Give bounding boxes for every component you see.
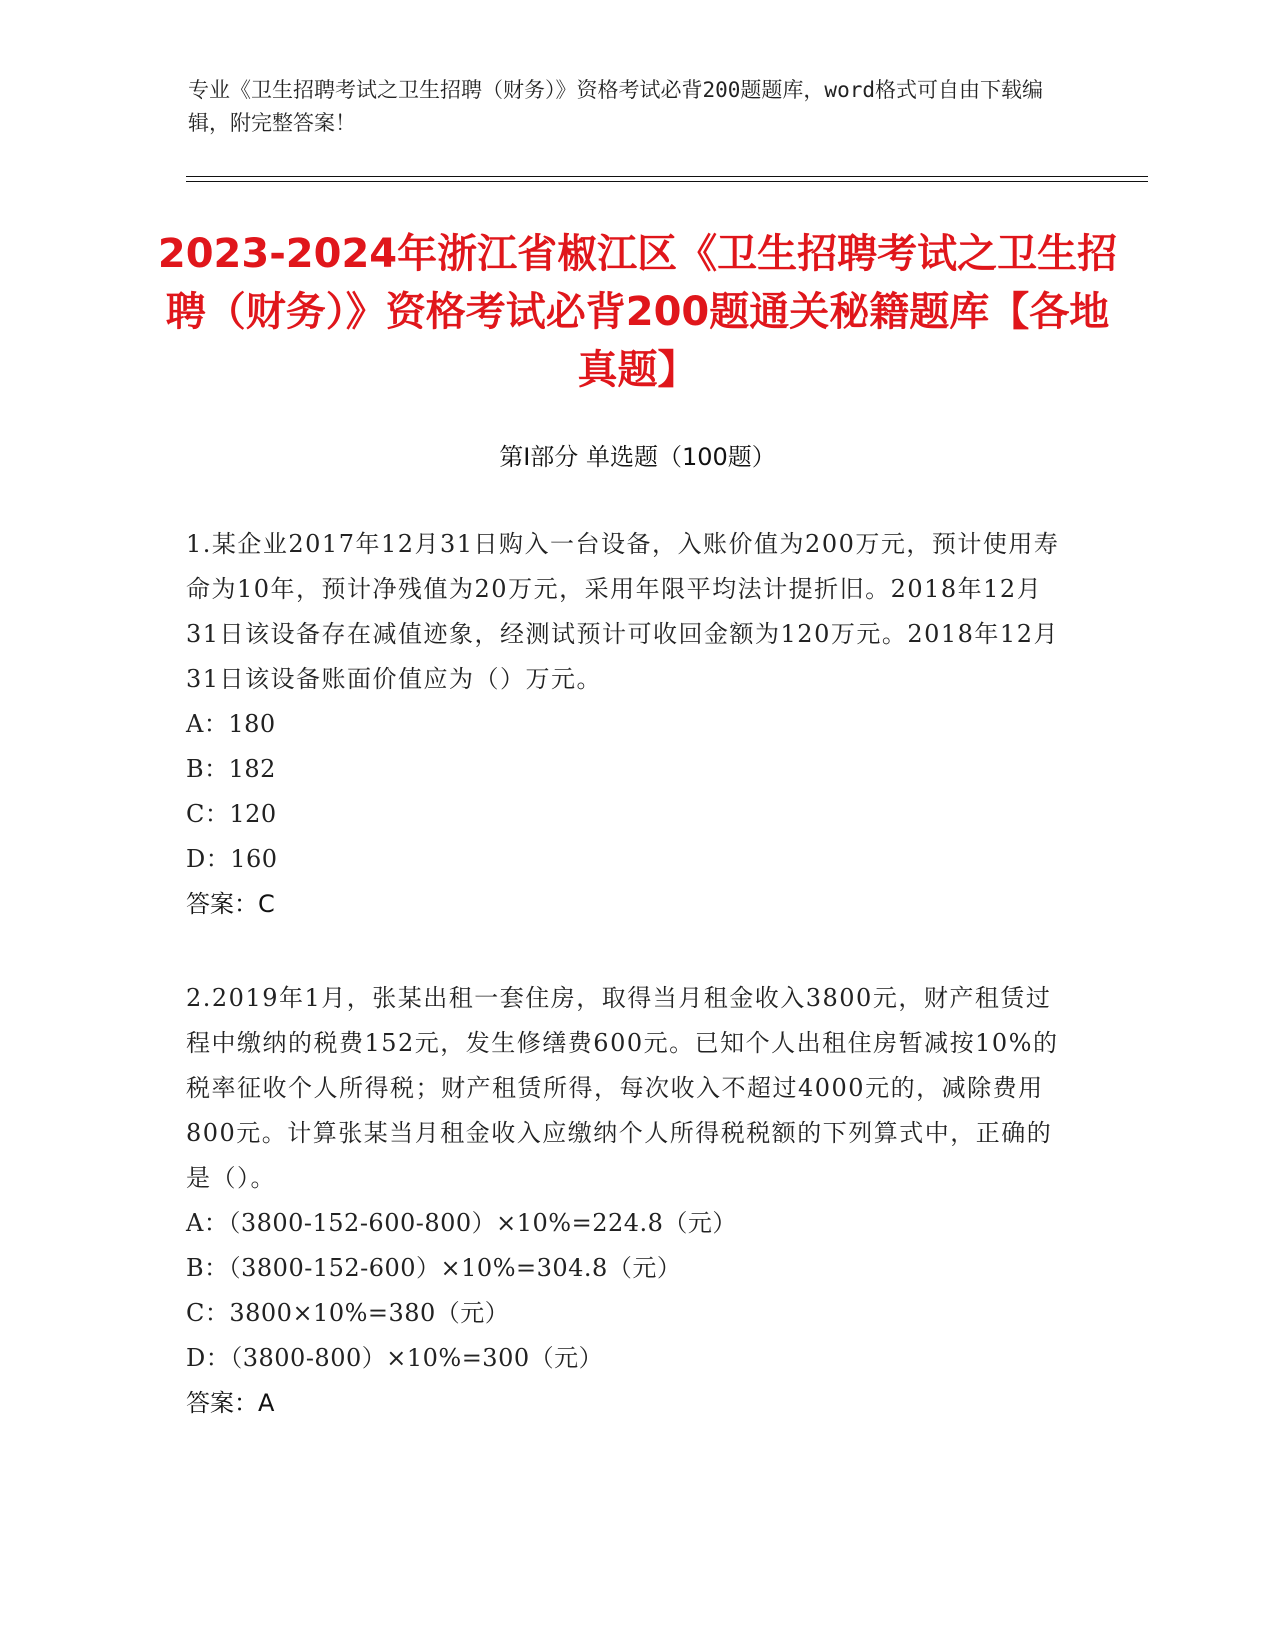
header-divider-top — [186, 176, 1148, 177]
option-b: B：（3800-152-600）×10%=304.8（元） — [186, 1254, 682, 1282]
option-d: D：160 — [186, 845, 278, 873]
option-b: B：182 — [186, 755, 276, 783]
option-c: C：3800×10%=380（元） — [186, 1299, 510, 1327]
document-title: 2023-2024年浙江省椒江区《卫生招聘考试之卫生招聘（财务）》资格考试必背200题通关秘籍题库【各地真题】 — [157, 231, 1118, 393]
answer: 答案：C — [186, 890, 275, 918]
section-title: 第Ⅰ部分 单选题（100题） — [499, 443, 776, 471]
option-d: D：（3800-800）×10%=300（元） — [186, 1344, 604, 1372]
question-2 — [186, 976, 1071, 1426]
question-stem: 1.某企业2017年12月31日购入一台设备，入账价值为200万元，预计使用寿命为10年，预计净残值为20万元，采用年限平均法计提折旧。2018年12月31日该设备存在减值迹象，经测试预计可收回金额为120万元。2018年12月31日该设备账面价值应为（）万元。 — [186, 530, 1060, 693]
question-1 — [186, 522, 1071, 927]
option-a: A：（3800-152-600-800）×10%=224.8（元） — [186, 1209, 737, 1237]
header-divider-bottom — [186, 181, 1148, 182]
question-stem: 2.2019年1月，张某出租一套住房，取得当月租金收入3800元，财产租赁过程中缴纳的税费152元，发生修缮费600元。已知个人出租住房暂减按10%的税率征收个人所得税；财产租赁所得，每次收入不超过4000元的，减除费用800元。计算张某当月租金收入应缴纳个人所得税税额的下列算式中，正确的是（）。 — [186, 984, 1059, 1192]
option-c: C：120 — [186, 800, 277, 828]
answer: 答案：A — [186, 1389, 275, 1417]
header-note: 专业《卫生招聘考试之卫生招聘（财务）》资格考试必背200题题库，word格式可自由下载编辑，附完整答案！ — [188, 78, 1043, 135]
option-a: A：180 — [186, 710, 276, 738]
